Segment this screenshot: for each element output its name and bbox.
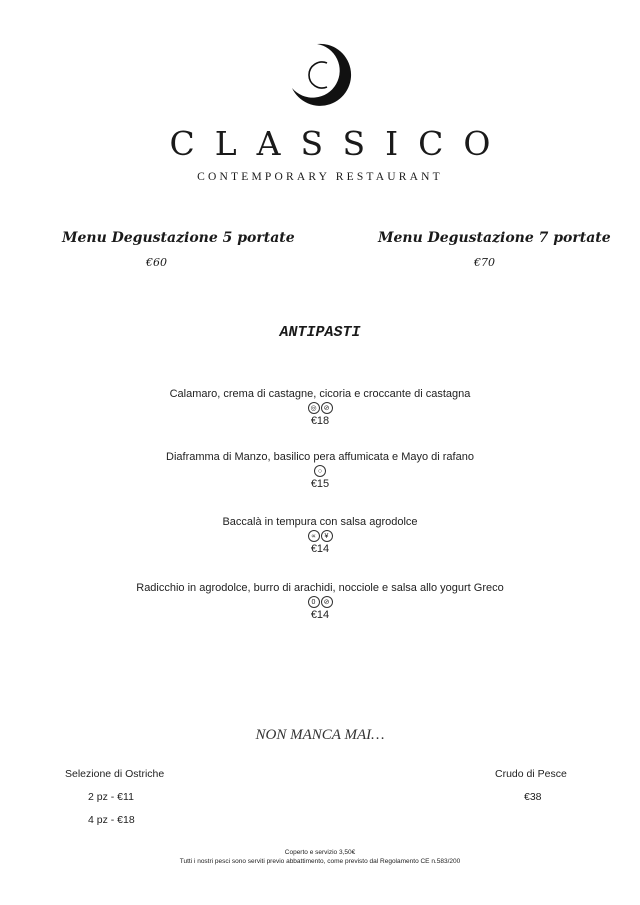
oysters-label: Selezione di Ostriche xyxy=(65,768,165,780)
oysters-option-2: 2 pz - €11 xyxy=(88,791,134,803)
egg-icon: ○ xyxy=(314,465,326,477)
gluten-free-icon: ⊘ xyxy=(321,596,333,608)
dish-item xyxy=(0,388,640,427)
tasting-menu-5-price: €60 xyxy=(146,256,167,269)
dish-item xyxy=(0,516,640,555)
dish-name: Radicchio in agrodolce, burro di arachidi, nocciole e salsa allo yogurt Greco xyxy=(136,582,504,594)
restaurant-name: CLASSICO xyxy=(169,124,511,163)
tasting-menu-7-title: Menu Degustazione 7 portate xyxy=(378,230,611,246)
allergen-icons xyxy=(0,530,640,542)
tasting-menu-7-price: €70 xyxy=(474,256,495,269)
fish-regulation-note: Tutti i nostri pesci sono serviti previo abbattimento, come previsto dal Regolamento CE n.583/200 xyxy=(179,858,461,865)
mollusc-icon: ◎ xyxy=(308,402,320,414)
allergen-icons xyxy=(0,596,640,608)
dish-name: Diaframma di Manzo, basilico pera affumicata e Mayo di rafano xyxy=(166,451,474,463)
dish-name: Baccalà in tempura con salsa agrodolce xyxy=(222,516,418,528)
dish-item xyxy=(0,582,640,621)
crescent-logo-icon xyxy=(287,40,357,110)
section-title-non-manca-mai: NON MANCA MAI… xyxy=(255,727,385,743)
wheat-icon: ¥ xyxy=(321,530,333,542)
restaurant-tagline: CONTEMPORARY RESTAURANT xyxy=(197,171,443,183)
crudo-price: €38 xyxy=(524,791,542,803)
dish-item xyxy=(0,451,640,490)
cover-charge-note: Coperto e servizio 3,50€ xyxy=(284,849,356,856)
oysters-option-4: 4 pz - €18 xyxy=(88,814,135,826)
section-title-antipasti: ANTIPASTI xyxy=(279,324,361,341)
tasting-menu-5-title: Menu Degustazione 5 portate xyxy=(62,230,295,246)
fish-icon: ∝ xyxy=(308,530,320,542)
dish-price: €14 xyxy=(310,609,330,621)
crudo-label: Crudo di Pesce xyxy=(495,768,567,780)
allergen-icons xyxy=(0,402,640,414)
footer xyxy=(0,848,640,866)
dish-price: €15 xyxy=(310,478,330,490)
gluten-free-icon: ⊘ xyxy=(321,402,333,414)
peanut-icon: 0 xyxy=(308,596,320,608)
dish-price: €14 xyxy=(310,543,330,555)
dish-price: €18 xyxy=(310,415,330,427)
dish-name: Calamaro, crema di castagne, cicoria e croccante di castagna xyxy=(169,388,471,400)
allergen-icons xyxy=(0,465,640,477)
